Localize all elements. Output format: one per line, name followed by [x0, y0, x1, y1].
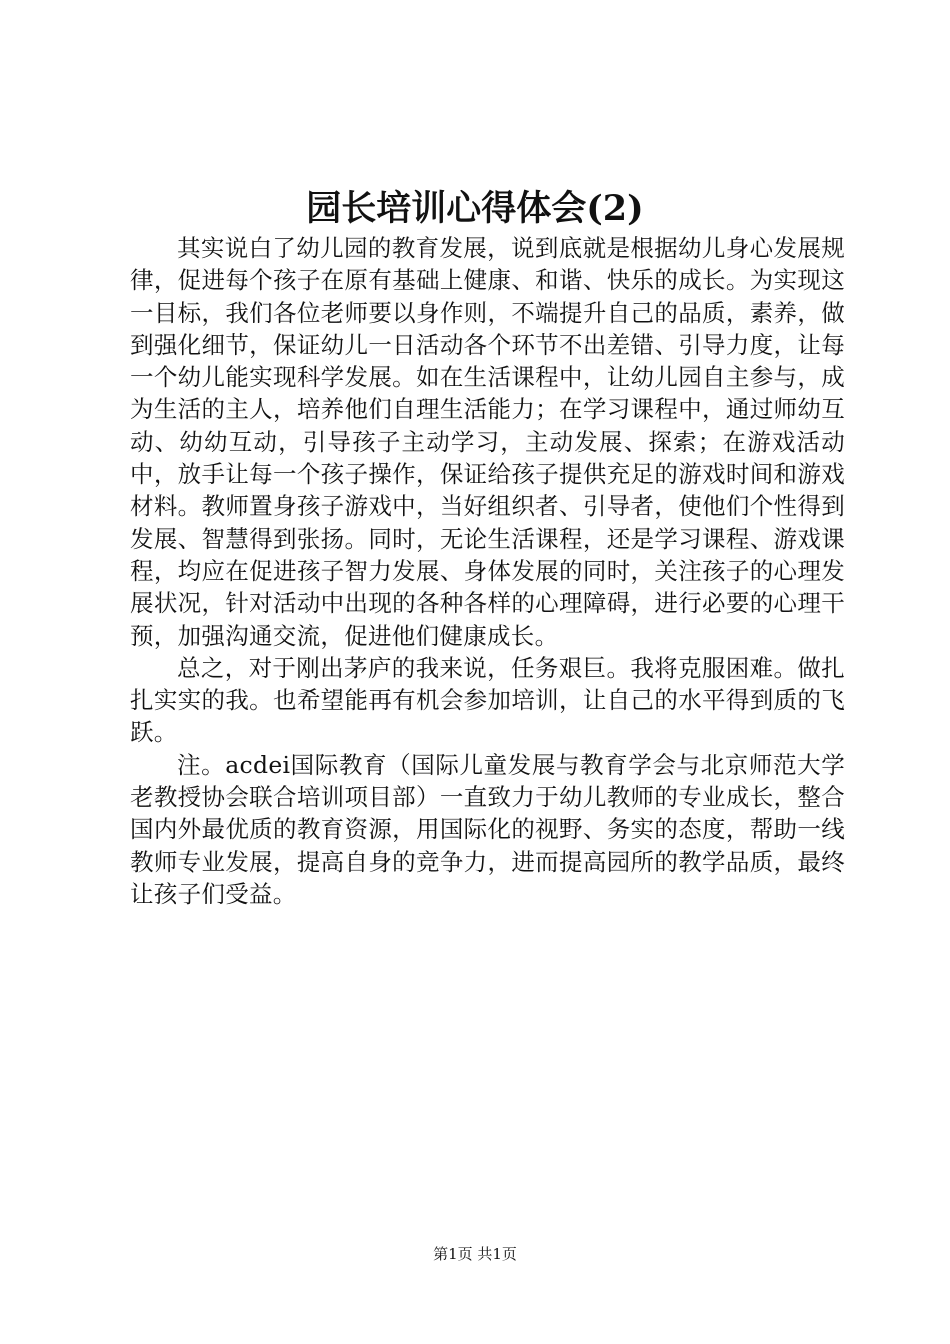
paragraph-3: 注。acdei国际教育（国际儿童发展与教育学会与北京师范大学老教授协会联合培训项目部）一直致力于幼儿教师的专业成长，整合国内外最优质的教育资源，用国际化的视野、务实的态度，帮助一线教师专业发展，提高自身的竞争力，进而提高园所的教学品质，最终让孩子们受益。 [130, 750, 845, 908]
document-body [130, 232, 845, 910]
page-footer [0, 1243, 950, 1265]
document-title: 园长培训心得体会(2) [306, 188, 644, 229]
paragraph-2: 总之，对于刚出茅庐的我来说，任务艰巨。我将克服困难。做扎扎实实的我。也希望能再有机会参加培训，让自己的水平得到质的飞跃。 [130, 653, 845, 747]
paragraph-1: 其实说白了幼儿园的教育发展，说到底就是根据幼儿身心发展规律，促进每个孩子在原有基础上健康、和谐、快乐的成长。为实现这一目标，我们各位老师要以身作则，不端提升自己的品质，素养，做到强化细节，保证幼儿一日活动各个环节不出差错、引导力度，让每一个幼儿能实现科学发展。如在生活课程中，让幼儿园自主参与，成为生活的主人，培养他们自理生活能力；在学习课程中，通过师幼互动、幼幼互动，引导孩子主动学习，主动发展、探索；在游戏活动中，放手让每一个孩子操作，保证给孩子提供充足的游戏时间和游戏材料。教师置身孩子游戏中，当好组织者、引导者，使他们个性得到发展、智慧得到张扬。同时，无论生活课程，还是学习课程、游戏课程，均应在促进孩子智力发展、身体发展的同时，关注孩子的心理发展状况，针对活动中出现的各种各样的心理障碍，进行必要的心理干预，加强沟通交流，促进他们健康成长。 [130, 234, 845, 650]
page-number: 第1页 共1页 [433, 1245, 517, 1263]
